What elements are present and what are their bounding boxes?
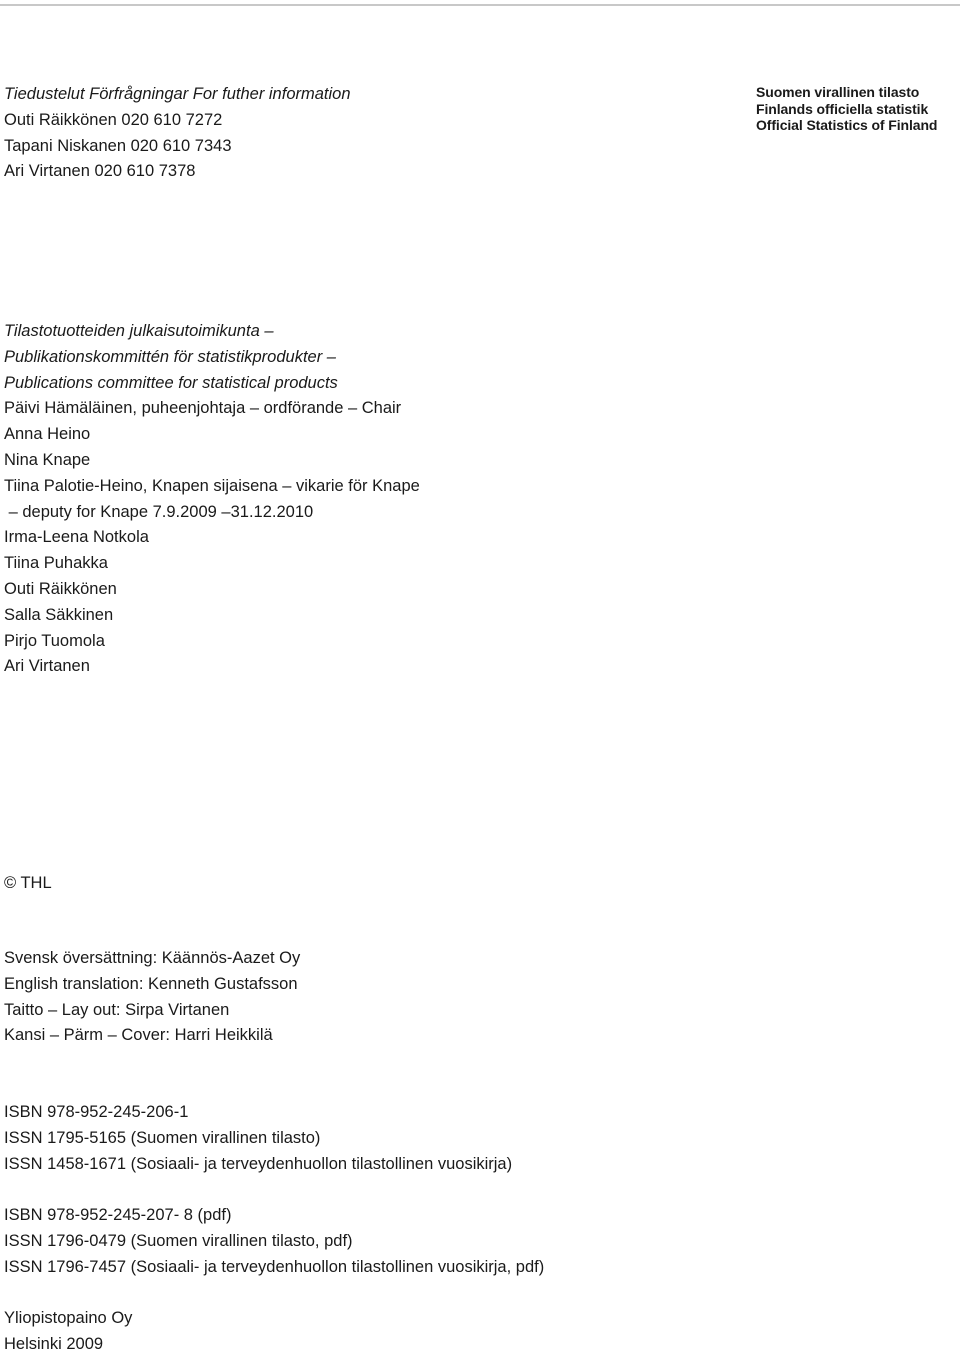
committee-heading: Publications committee for statistical products	[4, 373, 338, 392]
credit-line: Svensk översättning: Käännös-Aazet Oy	[4, 949, 301, 967]
brand-line-sv: Finlands officiella statistik	[756, 100, 929, 117]
committee-member: Päivi Hämäläinen, puheenjohtaja – ordförande – Chair	[4, 399, 402, 418]
committee-member: Tiina Palotie-Heino, Knapen sijaisena – vikarie för Knape	[4, 476, 420, 495]
contact-person: Tapani Niskanen 020 610 7343	[4, 136, 232, 155]
issn-line: ISSN 1795-5165 (Suomen virallinen tilasto)	[4, 1128, 321, 1147]
copyright-block	[4, 871, 52, 897]
isbn-print-block	[4, 1100, 512, 1177]
committee-member: Irma-Leena Notkola	[4, 528, 149, 547]
copyright-notice: © THL	[4, 874, 52, 892]
printer-name: Yliopistopaino Oy	[4, 1309, 133, 1327]
committee-member: Ari Virtanen	[4, 657, 90, 676]
committee-heading: Tilastotuotteiden julkaisutoimikunta –	[4, 322, 274, 340]
brand-line-fi: Suomen virallinen tilasto	[756, 84, 920, 100]
contact-person: Outi Räikkönen 020 610 7272	[4, 110, 223, 129]
credit-line: English translation: Kenneth Gustafsson	[4, 974, 298, 993]
brand-line-en: Official Statistics of Finland	[756, 117, 938, 133]
contact-heading: Tiedustelut Förfrågningar For futher information	[4, 85, 351, 103]
credit-line: Taitto – Lay out: Sirpa Virtanen	[4, 1000, 230, 1019]
credit-line: Kansi – Pärm – Cover: Harri Heikkilä	[4, 1026, 273, 1045]
printer-place: Helsinki 2009	[4, 1334, 104, 1353]
credits-block	[4, 946, 300, 1049]
top-rule	[0, 4, 960, 6]
contact-person: Ari Virtanen 020 610 7378	[4, 162, 196, 181]
isbn-pdf-block	[4, 1203, 544, 1280]
committee-heading: Publikationskommittén för statistikprodukter –	[4, 347, 336, 366]
issn-line: ISSN 1796-7457 (Sosiaali- ja terveydenhuollon tilastollinen vuosikirja, pdf)	[4, 1257, 545, 1276]
isbn-line: ISBN 978-952-245-207- 8 (pdf)	[4, 1206, 232, 1224]
contact-block	[4, 82, 351, 185]
committee-member: Anna Heino	[4, 425, 91, 444]
committee-block	[4, 319, 420, 680]
official-statistics-logo	[756, 84, 937, 134]
committee-member: Nina Knape	[4, 450, 91, 469]
committee-member: Pirjo Tuomola	[4, 631, 105, 650]
issn-line: ISSN 1796-0479 (Suomen virallinen tilasto, pdf)	[4, 1231, 353, 1250]
committee-member: Tiina Puhakka	[4, 554, 108, 573]
issn-line: ISSN 1458-1671 (Sosiaali- ja terveydenhuollon tilastollinen vuosikirja)	[4, 1154, 513, 1173]
committee-member: Outi Räikkönen	[4, 579, 117, 598]
committee-member: Salla Säkkinen	[4, 605, 114, 624]
isbn-line: ISBN 978-952-245-206-1	[4, 1103, 189, 1121]
committee-member-note: – deputy for Knape 7.9.2009 –31.12.2010	[4, 502, 314, 521]
printer-block	[4, 1306, 132, 1358]
